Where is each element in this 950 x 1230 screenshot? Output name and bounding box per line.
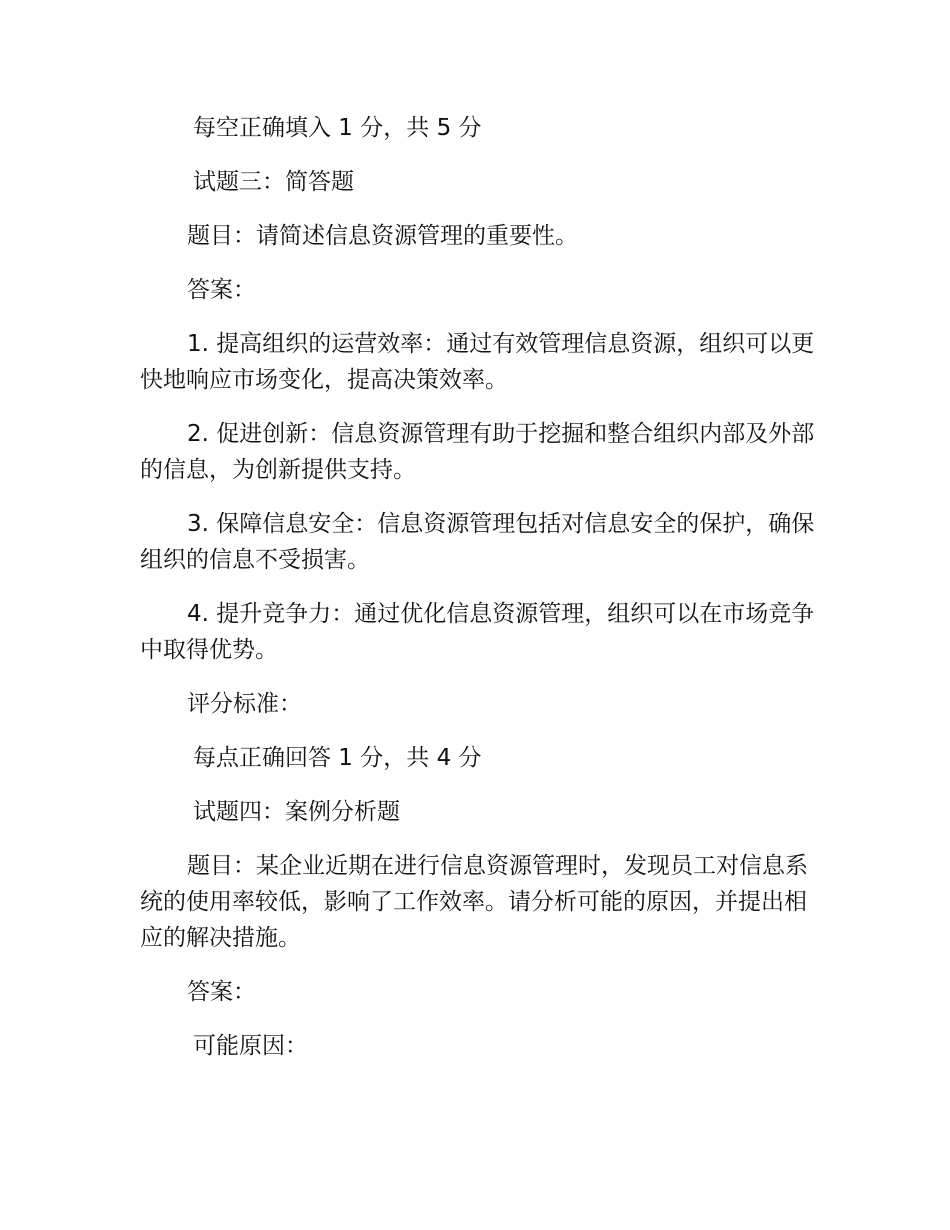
answer-point-2: 2. 促进创新：信息资源管理有助于挖掘和整合组织内部及外部的信息，为创新提供支持。 [140,421,815,483]
answer-label: 答案： [187,277,256,303]
scoring-criteria-label: 评分标准： [187,691,302,717]
section-heading-case-analysis: 试题四：案例分析题 [193,799,400,825]
scoring-note-points: 每点正确回答 1 分，共 4 分 [193,745,482,771]
document-body [140,110,815,1082]
answer-point-3: 3. 保障信息安全：信息资源管理包括对信息安全的保护，确保组织的信息不受损害。 [140,511,815,573]
section-heading-short-answer: 试题三：简答题 [193,169,354,195]
possible-causes-label: 可能原因： [193,1033,308,1059]
question-prompt: 题目：请简述信息资源管理的重要性。 [187,223,578,249]
case-question-prompt: 题目：某企业近期在进行信息资源管理时，发现员工对信息系统的使用率较低，影响了工作效率。请分析可能的原因，并提出相应的解决措施。 [140,853,808,951]
answer-point-4: 4. 提升竞争力：通过优化信息资源管理，组织可以在市场竞争中取得优势。 [140,601,815,663]
case-answer-label: 答案： [187,979,256,1005]
answer-point-1: 1. 提高组织的运营效率：通过有效管理信息资源，组织可以更快地响应市场变化，提高决策效率。 [140,331,815,393]
scoring-note-blanks: 每空正确填入 1 分，共 5 分 [193,115,482,141]
